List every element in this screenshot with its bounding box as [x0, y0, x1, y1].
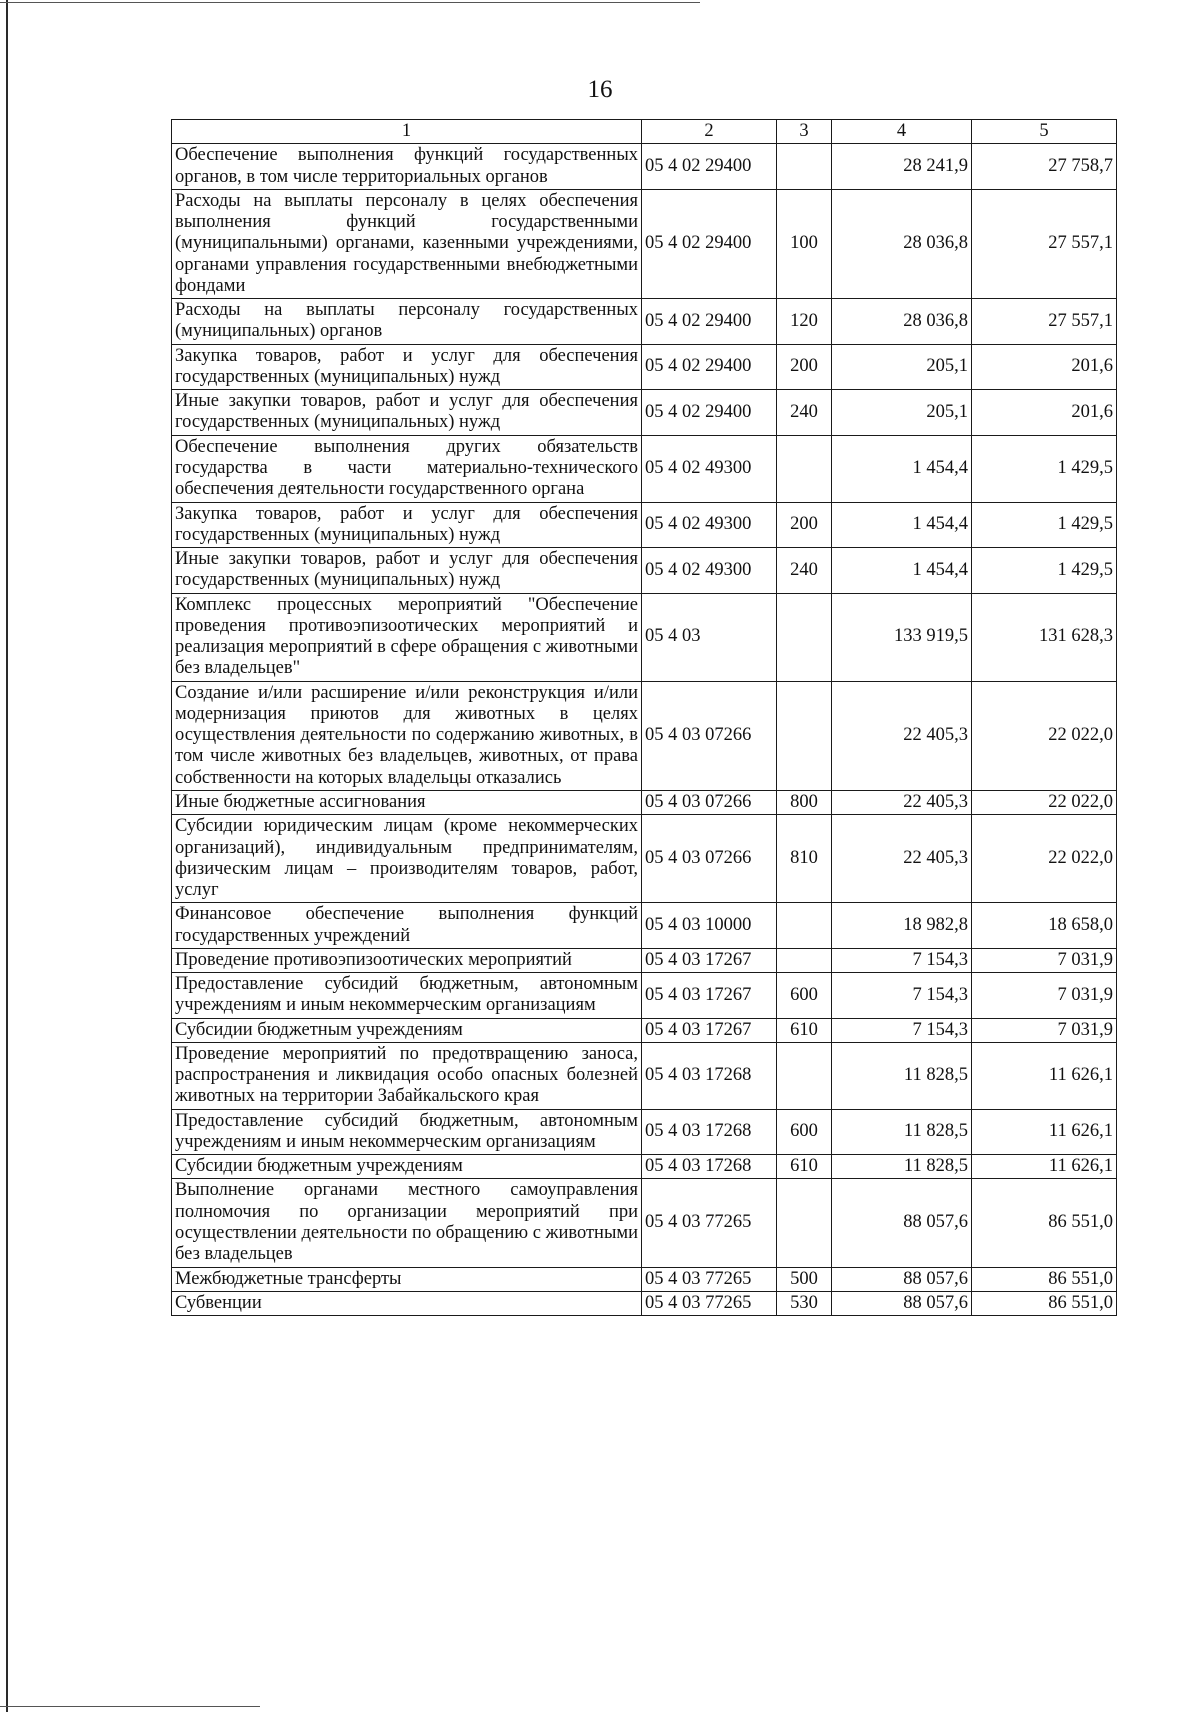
- row-code-cell: 05 4 03: [642, 593, 777, 681]
- row-code-cell: 05 4 02 29400: [642, 344, 777, 390]
- row-expense-type-cell: [777, 681, 832, 790]
- table-row: [172, 790, 1117, 814]
- row-code-cell: 05 4 02 29400: [642, 299, 777, 345]
- row-code-cell: 05 4 02 49300: [642, 435, 777, 502]
- row-code-cell: 05 4 03 17268: [642, 1042, 777, 1109]
- table-row: [172, 344, 1117, 390]
- page-number: 16: [587, 76, 613, 103]
- row-name-cell: Субсидии бюджетным учреждениям: [172, 1155, 642, 1179]
- row-name-cell: Обеспечение выполнения функций государственных органов, в том числе территориальных органов: [172, 144, 642, 190]
- row-value-col5-cell: 7 031,9: [972, 973, 1117, 1019]
- row-code-cell: 05 4 03 07266: [642, 815, 777, 903]
- row-value-col5-cell: 11 626,1: [972, 1109, 1117, 1155]
- table-row: [172, 593, 1117, 681]
- table-row: [172, 502, 1117, 548]
- row-name-cell: Иные бюджетные ассигнования: [172, 790, 642, 814]
- row-expense-type-cell: 810: [777, 815, 832, 903]
- row-name-cell: Субсидии юридическим лицам (кроме некоммерческих организаций), индивидуальным предпринимателям, физическим лицам – производителям товаров, работ, услуг: [172, 815, 642, 903]
- row-value-col5-cell: 27 557,1: [972, 189, 1117, 298]
- row-expense-type-cell: [777, 948, 832, 972]
- budget-table: [171, 119, 1117, 1316]
- row-value-col5-cell: 7 031,9: [972, 948, 1117, 972]
- row-value-col5-cell: 7 031,9: [972, 1018, 1117, 1042]
- table-row: [172, 1042, 1117, 1109]
- table-header-row: [172, 120, 1117, 144]
- header-col-1: 1: [172, 120, 642, 144]
- row-code-cell: 05 4 02 49300: [642, 502, 777, 548]
- row-value-col5-cell: 11 626,1: [972, 1155, 1117, 1179]
- row-code-cell: 05 4 03 07266: [642, 790, 777, 814]
- table-row: [172, 973, 1117, 1019]
- row-value-col5-cell: 27 758,7: [972, 144, 1117, 190]
- table-row: [172, 815, 1117, 903]
- table-body: [172, 144, 1117, 1316]
- row-value-col5-cell: 1 429,5: [972, 435, 1117, 502]
- row-value-col4-cell: 11 828,5: [832, 1109, 972, 1155]
- row-code-cell: 05 4 03 10000: [642, 903, 777, 949]
- row-value-col5-cell: 11 626,1: [972, 1042, 1117, 1109]
- row-code-cell: 05 4 03 17267: [642, 973, 777, 1019]
- table-row: [172, 1109, 1117, 1155]
- row-name-cell: Проведение мероприятий по предотвращению заноса, распространения и ликвидация особо опасных болезней животных на территории Забайкальского края: [172, 1042, 642, 1109]
- row-code-cell: 05 4 02 49300: [642, 548, 777, 594]
- row-value-col4-cell: 11 828,5: [832, 1042, 972, 1109]
- row-name-cell: Закупка товаров, работ и услуг для обеспечения государственных (муниципальных) нужд: [172, 502, 642, 548]
- row-name-cell: Финансовое обеспечение выполнения функций государственных учреждений: [172, 903, 642, 949]
- row-expense-type-cell: 200: [777, 344, 832, 390]
- row-code-cell: 05 4 03 77265: [642, 1291, 777, 1315]
- row-name-cell: Расходы на выплаты персоналу в целях обеспечения выполнения функций государственными (муниципальными) органами, казенными учреждениями, органами управления государственными внебюджетными фондами: [172, 189, 642, 298]
- row-value-col5-cell: 1 429,5: [972, 502, 1117, 548]
- row-value-col5-cell: 86 551,0: [972, 1179, 1117, 1267]
- row-expense-type-cell: [777, 144, 832, 190]
- row-expense-type-cell: [777, 435, 832, 502]
- row-code-cell: 05 4 03 17267: [642, 1018, 777, 1042]
- table-row: [172, 948, 1117, 972]
- row-value-col4-cell: 205,1: [832, 344, 972, 390]
- row-expense-type-cell: 200: [777, 502, 832, 548]
- row-value-col5-cell: 18 658,0: [972, 903, 1117, 949]
- header-col-3: 3: [777, 120, 832, 144]
- row-name-cell: Иные закупки товаров, работ и услуг для обеспечения государственных (муниципальных) нужд: [172, 390, 642, 436]
- row-value-col4-cell: 205,1: [832, 390, 972, 436]
- row-value-col4-cell: 11 828,5: [832, 1155, 972, 1179]
- table-row: [172, 548, 1117, 594]
- table-row: [172, 1179, 1117, 1267]
- row-value-col4-cell: 22 405,3: [832, 790, 972, 814]
- row-value-col4-cell: 28 036,8: [832, 189, 972, 298]
- row-expense-type-cell: 100: [777, 189, 832, 298]
- row-expense-type-cell: 240: [777, 548, 832, 594]
- row-value-col5-cell: 22 022,0: [972, 790, 1117, 814]
- row-code-cell: 05 4 03 17268: [642, 1155, 777, 1179]
- row-value-col5-cell: 201,6: [972, 344, 1117, 390]
- row-code-cell: 05 4 02 29400: [642, 189, 777, 298]
- table-row: [172, 299, 1117, 345]
- scan-left-edge: [6, 0, 8, 1712]
- header-col-4: 4: [832, 120, 972, 144]
- row-expense-type-cell: 500: [777, 1267, 832, 1291]
- row-name-cell: Иные закупки товаров, работ и услуг для обеспечения государственных (муниципальных) нужд: [172, 548, 642, 594]
- row-value-col4-cell: 88 057,6: [832, 1291, 972, 1315]
- row-value-col4-cell: 133 919,5: [832, 593, 972, 681]
- row-value-col4-cell: 28 036,8: [832, 299, 972, 345]
- row-value-col4-cell: 88 057,6: [832, 1179, 972, 1267]
- table-row: [172, 1018, 1117, 1042]
- row-code-cell: 05 4 03 17267: [642, 948, 777, 972]
- row-name-cell: Субвенции: [172, 1291, 642, 1315]
- row-value-col4-cell: 28 241,9: [832, 144, 972, 190]
- row-name-cell: Проведение противоэпизоотических мероприятий: [172, 948, 642, 972]
- row-value-col4-cell: 1 454,4: [832, 435, 972, 502]
- table-row: [172, 189, 1117, 298]
- row-name-cell: Создание и/или расширение и/или реконструкция и/или модернизация приютов для животных в целях осуществления деятельности по содержанию животных, в том числе животных без владельцев, животных, от права собственности на которых владельцы отказались: [172, 681, 642, 790]
- row-name-cell: Выполнение органами местного самоуправления полномочия по организации мероприятий при осуществлении деятельности по обращению с животными без владельцев: [172, 1179, 642, 1267]
- row-expense-type-cell: 800: [777, 790, 832, 814]
- row-expense-type-cell: 600: [777, 973, 832, 1019]
- row-expense-type-cell: 610: [777, 1018, 832, 1042]
- header-col-5: 5: [972, 120, 1117, 144]
- row-name-cell: Субсидии бюджетным учреждениям: [172, 1018, 642, 1042]
- table-row: [172, 1267, 1117, 1291]
- row-name-cell: Комплекс процессных мероприятий "Обеспечение проведения противоэпизоотических мероприятий и реализация мероприятий в сфере обращения с животными без владельцев": [172, 593, 642, 681]
- table-row: [172, 1291, 1117, 1315]
- row-value-col4-cell: 7 154,3: [832, 948, 972, 972]
- row-expense-type-cell: 600: [777, 1109, 832, 1155]
- row-value-col5-cell: 27 557,1: [972, 299, 1117, 345]
- row-value-col4-cell: 7 154,3: [832, 1018, 972, 1042]
- row-name-cell: Обеспечение выполнения других обязательств государства в части материально-технического обеспечения деятельности государственного органа: [172, 435, 642, 502]
- row-expense-type-cell: 120: [777, 299, 832, 345]
- row-name-cell: Предоставление субсидий бюджетным, автономным учреждениям и иным некоммерческим организациям: [172, 1109, 642, 1155]
- row-code-cell: 05 4 02 29400: [642, 144, 777, 190]
- row-value-col5-cell: 86 551,0: [972, 1267, 1117, 1291]
- row-name-cell: Межбюджетные трансферты: [172, 1267, 642, 1291]
- table-row: [172, 390, 1117, 436]
- row-value-col4-cell: 1 454,4: [832, 548, 972, 594]
- table-row: [172, 144, 1117, 190]
- row-value-col5-cell: 1 429,5: [972, 548, 1117, 594]
- table-row: [172, 681, 1117, 790]
- row-value-col5-cell: 22 022,0: [972, 815, 1117, 903]
- row-value-col5-cell: 22 022,0: [972, 681, 1117, 790]
- row-expense-type-cell: [777, 903, 832, 949]
- row-expense-type-cell: [777, 1179, 832, 1267]
- row-code-cell: 05 4 02 29400: [642, 390, 777, 436]
- row-value-col4-cell: 18 982,8: [832, 903, 972, 949]
- row-expense-type-cell: 610: [777, 1155, 832, 1179]
- row-expense-type-cell: 240: [777, 390, 832, 436]
- row-value-col4-cell: 22 405,3: [832, 681, 972, 790]
- row-value-col5-cell: 86 551,0: [972, 1291, 1117, 1315]
- row-value-col4-cell: 1 454,4: [832, 502, 972, 548]
- scan-top-edge: [0, 2, 700, 3]
- row-value-col4-cell: 7 154,3: [832, 973, 972, 1019]
- table-row: [172, 435, 1117, 502]
- row-value-col4-cell: 88 057,6: [832, 1267, 972, 1291]
- row-code-cell: 05 4 03 77265: [642, 1179, 777, 1267]
- row-name-cell: Предоставление субсидий бюджетным, автономным учреждениям и иным некоммерческим организациям: [172, 973, 642, 1019]
- row-expense-type-cell: [777, 593, 832, 681]
- table-row: [172, 1155, 1117, 1179]
- row-name-cell: Закупка товаров, работ и услуг для обеспечения государственных (муниципальных) нужд: [172, 344, 642, 390]
- row-code-cell: 05 4 03 77265: [642, 1267, 777, 1291]
- row-value-col5-cell: 131 628,3: [972, 593, 1117, 681]
- row-value-col5-cell: 201,6: [972, 390, 1117, 436]
- row-name-cell: Расходы на выплаты персоналу государственных (муниципальных) органов: [172, 299, 642, 345]
- row-value-col4-cell: 22 405,3: [832, 815, 972, 903]
- row-code-cell: 05 4 03 07266: [642, 681, 777, 790]
- scan-bottom-edge: [0, 1706, 260, 1707]
- header-col-2: 2: [642, 120, 777, 144]
- table-row: [172, 903, 1117, 949]
- row-expense-type-cell: [777, 1042, 832, 1109]
- row-expense-type-cell: 530: [777, 1291, 832, 1315]
- row-code-cell: 05 4 03 17268: [642, 1109, 777, 1155]
